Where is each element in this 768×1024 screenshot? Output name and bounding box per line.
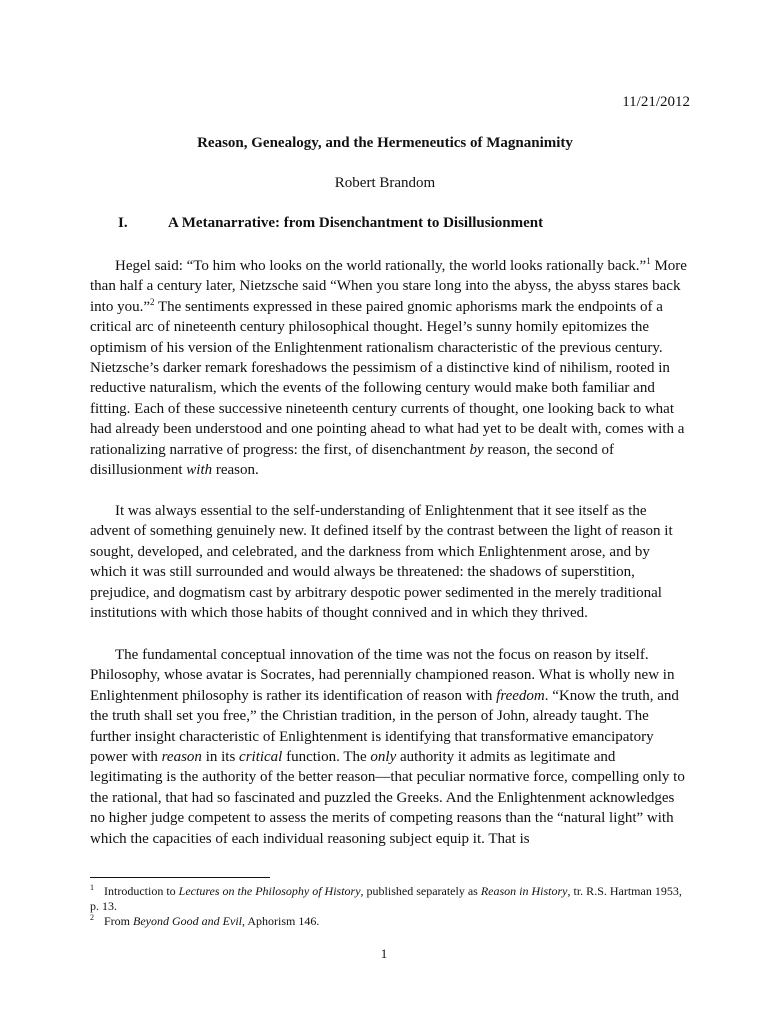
footnote-1: 1 Introduction to Lectures on the Philosophy of History, published separately as Reason in History, tr. R.S. Hartman 1953, p. 13. [90,883,682,913]
document-date: 11/21/2012 [622,94,690,110]
footnote-ref-1[interactable]: 1 [646,256,651,266]
p3-text-e: authority it admits as legitimate and legitimating is the authority of the better reason—that peculiar normative force, compelling only to the rational, that had so fascinated and puzzled the Greeks. And the Enlightenment acknowledges no higher judge competent to assess the merits of competing reasons than the “natural light” with which the capacities of each individual reasoning subject equip it. That is [90,749,685,847]
p3-text-d: function. The [282,749,371,766]
footnote-2-text-a: From [104,914,134,928]
footnote-2-text-b: , Aphorism 146. [242,914,320,928]
p1-text-d: reason, the second of disillusionment [90,441,615,479]
footnote-ref-2[interactable]: 2 [150,296,155,307]
footnote-2: 2 From Beyond Good and Evil, Aphorism 146. [90,913,320,928]
paper-title: Reason, Genealogy, and the Hermeneutics of Magnanimity [197,135,573,151]
p3-text-b: . “Know the truth, and the truth shall set you free,” the Christian tradition, in the person of John, already taught. The further insight characteristic of Enlightenment is identifying that transformative emancipatory power with [90,687,679,766]
section-heading [118,213,543,233]
p1-text-e: reason. [212,462,259,479]
author-name: Robert Brandom [334,175,436,191]
page-number: 1 [380,946,388,961]
p1-text-a: Hegel said: “To him who looks on the world rationally, the world looks rationally back.” [115,258,647,274]
footnote-1-title-1: Lectures on the Philosophy of History [178,884,361,898]
p1-emphasis-by: by [469,441,484,458]
paragraph-3 [90,645,690,849]
p3-emphasis-freedom: freedom [496,687,545,704]
p1-text-c: The sentiments expressed in these paired gnomic aphorisms mark the endpoints of a critical arc of nineteenth century philosophical thought. Hegel’s sunny homily epitomizes the optimism of his version of the Enlightenment rationalism characteristic of the previous century. Nietzsche’s darker remark foreshadows the pessimism of a distinctive kind of nihilism, rooted in reductive naturalism, which the events of the following century would make both familiar and fitting. Each of these successive nineteenth century currents of thought, one looking back to what had already been understood and one pointing ahead to what had yet to be dealt with, comes with a rationalizing narrative of progress: the first, of disenchantment [90,298,685,458]
footnote-1-text-a: Introduction to [104,884,179,898]
footnote-2-title: Beyond Good and Evil [133,914,242,928]
paragraph-1 [90,256,690,480]
p3-emphasis-only: only [370,749,397,766]
p3-emphasis-reason: reason [161,749,202,766]
section-number: I. [118,215,128,231]
footnote-1-text-b: , published separately as [360,884,481,898]
footnote-divider [90,877,270,878]
p3-emphasis-critical: critical [239,749,283,766]
section-title: A Metanarrative: from Disenchantment to Disillusionment [168,215,544,231]
p3-text-c: in its [201,749,240,766]
footnote-1-title-2: Reason in History [480,884,568,898]
footnote-1-text-c: , tr. R.S. Hartman 1953, p. 13. [90,884,682,913]
p3-text-a: The fundamental conceptual innovation of the time was not the focus on reason by itself. Philosophy, whose avatar is Socrates, had perennially championed reason. What is wholly new in Enlightenment philosophy is rather its identification of reason with [90,647,675,704]
p1-emphasis-with: with [186,462,213,479]
footnotes [90,884,690,929]
paragraph-2: It was always essential to the self-understanding of Enlightenment that it see itself as the advent of something genuinely new. It defined itself by the contrast between the light of reason it sought, developed, and celebrated, and the darkness from which Enlightenment arose, and by which it was still surrounded and would always be threatened: the shadows of superstition, prejudice, and dogmatism cast by arbitrary despotic power sedimented in the merely traditional institutions with which those habits of thought connived and in which they thrived. [90,503,673,622]
p1-text-b: More than half a century later, Nietzsche said “When you stare long into the abyss, the abyss stares back into you.” [90,258,687,315]
